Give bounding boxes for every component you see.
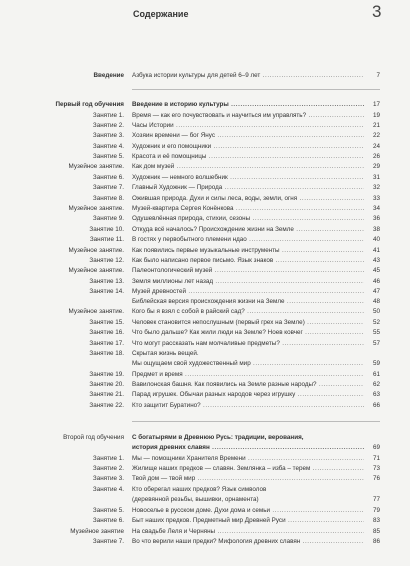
toc-entry-title: история древних славян .....	[132, 443, 364, 453]
toc-entry-label: Музейное занятие	[70, 528, 124, 535]
toc-entry-label: Музейное занятие.	[68, 308, 124, 315]
toc-entry-label: Занятие 4.	[92, 486, 124, 493]
toc-entry-label: Первый год обучения	[55, 101, 124, 108]
toc-entry-title: Главный Художник — Природа .....	[132, 183, 364, 193]
toc-entry-page: 41	[372, 247, 380, 254]
toc-entry-label: Занятие 20.	[89, 381, 124, 388]
toc-entry-label: Занятие 7.	[92, 538, 124, 545]
toc-entry	[0, 443, 410, 454]
toc-entry-label: Занятие 14.	[89, 288, 124, 295]
toc-entry-title: Откуда всё началось? Происхождение жизни на Земле .....	[132, 225, 364, 235]
toc-entry-page: 43	[372, 257, 380, 264]
toc-entry	[0, 495, 410, 506]
toc-entry-page: 50	[372, 308, 380, 315]
toc-entry	[0, 162, 410, 173]
toc-entry-page: 77	[372, 496, 380, 503]
toc-entry-label: Музейное занятие.	[68, 267, 124, 274]
toc-entry-page: 85	[372, 528, 380, 535]
toc-entry-label: Занятие 5.	[92, 507, 124, 514]
toc-entry	[0, 390, 410, 401]
toc-entry-title: Художник — немного волшебник .....	[132, 173, 364, 183]
toc-entry	[0, 131, 410, 142]
toc-entry-page: 52	[372, 319, 380, 326]
toc-entry-title: Музей-квартира Сергея Конёнкова .....	[132, 204, 364, 214]
toc-entry-page: 62	[372, 381, 380, 388]
toc-entry-label: Занятие 16.	[89, 329, 124, 336]
toc-entry-page: 22	[372, 132, 380, 139]
toc-entry-page: 69	[372, 444, 380, 451]
toc-entry-page: 71	[372, 455, 380, 462]
toc-entry-page: 55	[372, 329, 380, 336]
toc-entry-title: Предмет и время .....	[132, 370, 364, 380]
toc-entry	[0, 474, 410, 485]
toc-entry-label: Занятие 6.	[92, 174, 124, 181]
toc-entry-label: Занятие 13.	[89, 278, 124, 285]
toc-entry-label: Занятие 4.	[92, 143, 124, 150]
toc-entry-page: 79	[372, 507, 380, 514]
toc-entry	[0, 183, 410, 194]
toc-entry-title: Скрытая жизнь вещей.	[132, 350, 199, 357]
toc-entry-title: Красота и её помощницы .....	[132, 152, 364, 162]
toc-entry-label: Занятие 12.	[89, 257, 124, 264]
toc-entry-page: 29	[372, 163, 380, 170]
toc-entry-page: 86	[372, 538, 380, 545]
toc-entry	[0, 71, 410, 82]
toc-entry-page: 32	[372, 184, 380, 191]
toc-entry-label: Занятие 22.	[89, 402, 124, 409]
toc-entry-title: Кого бы я взял с собой в райский сад? .....	[132, 307, 364, 317]
toc-entry-page: 40	[372, 236, 380, 243]
toc-entry-page: 24	[372, 143, 380, 150]
toc-entry-label: Занятие 11.	[89, 236, 124, 243]
toc-entry	[0, 214, 410, 225]
toc-entry-label: Занятие 3.	[92, 132, 124, 139]
toc-entry-title: Часы Истории .....	[132, 121, 364, 131]
toc-entry-title: Человек становится непослушным (первый грех на Земле) .....	[132, 318, 364, 328]
toc-entry-page: 48	[372, 298, 380, 305]
toc-entry-label: Занятие 2.	[92, 122, 124, 129]
toc-entry	[0, 359, 410, 370]
toc-entry	[0, 537, 410, 548]
toc-entry-title: Хозяин времени — бог Янус .....	[132, 131, 364, 141]
toc-entry-title: Во что верили наши предки? Мифология древних славян .....	[132, 537, 364, 547]
toc-entry	[0, 100, 410, 111]
toc-entry-page: 46	[372, 278, 380, 285]
toc-entry-label: Музейное занятие.	[68, 205, 124, 212]
toc-entry-label: Занятие 5.	[92, 153, 124, 160]
toc-entry	[0, 328, 410, 339]
toc-entry-label: Занятие 15.	[89, 319, 124, 326]
toc-entry-page: 19	[372, 112, 380, 119]
section-divider	[132, 421, 380, 422]
toc-entry-page: 26	[372, 153, 380, 160]
toc-entry-page: 33	[372, 195, 380, 202]
toc-entry-title: Мы ощущаем свой художественный мир .....	[132, 359, 364, 369]
toc-entry-title: Одушевлённая природа, стихии, сезоны .....	[132, 214, 364, 224]
toc-entry-title: В гостях у первобытного племени ндао .....	[132, 235, 364, 245]
toc-entry-page: 34	[372, 205, 380, 212]
section-divider	[132, 89, 380, 90]
toc-entry-page: 66	[372, 402, 380, 409]
toc-entry-page: 7	[376, 72, 380, 79]
toc-entry-title: Как было написано первое письмо. Язык знаков .....	[132, 256, 364, 266]
toc-entry	[0, 516, 410, 527]
toc-entry-page: 61	[372, 371, 380, 378]
toc-entry	[0, 266, 410, 277]
toc-entry-label: Занятие 6.	[92, 517, 124, 524]
toc-entry-title: Новоселье в русском доме. Духи дома и семьи .....	[132, 506, 364, 516]
toc-entry-title: Палеонтологический музей .....	[132, 266, 364, 276]
toc-entry-title: Быт наших предков. Предметный мир Древней Руси .....	[132, 516, 364, 526]
page-title: Содержание	[133, 9, 189, 19]
toc-entry-page: 45	[372, 267, 380, 274]
toc-entry-label: Занятие 1.	[92, 112, 124, 119]
toc-entry-label: Занятие 21.	[89, 391, 124, 398]
toc-entry-page: 83	[372, 517, 380, 524]
toc-entry-title: Кто защитит Буратино? .....	[132, 401, 364, 411]
toc-entry-title: Что было дальше? Как жили люди на Земле? Ноев ковчег .....	[132, 328, 364, 338]
toc-entry-label: Второй год обучения	[63, 434, 124, 441]
toc-entry-page: 73	[372, 465, 380, 472]
toc-entry-title: Ожившая природа. Духи и силы леса, воды, земли, огня .....	[132, 194, 364, 204]
toc-entry-label: Занятие 7.	[92, 184, 124, 191]
toc-entry-title: С богатырями в Древнюю Русь: традиции, верования,	[132, 434, 304, 441]
toc-entry-title: Как появились первые музыкальные инструменты .....	[132, 246, 364, 256]
toc-entry-title: Художник и его помощники .....	[132, 142, 364, 152]
toc-entry-title: Жилище наших предков — славян. Землянка – изба – терем .....	[132, 464, 364, 474]
toc-entry-label: Занятие 10.	[89, 226, 124, 233]
toc-entry-page: 21	[372, 122, 380, 129]
toc-entry-title: Библейская версия происхождения жизни на Земле .....	[132, 297, 364, 307]
toc-entry	[0, 235, 410, 246]
toc-entry-title: Музей древностей .....	[132, 287, 364, 297]
toc-entry-label: Введение	[93, 72, 124, 79]
toc-entry-page: 17	[372, 101, 380, 108]
toc-entry-page: 76	[372, 475, 380, 482]
toc-entry-label: Занятие 3.	[92, 475, 124, 482]
toc-entry-label: Занятие 8.	[92, 195, 124, 202]
toc-entry-label: Музейное занятие.	[68, 247, 124, 254]
toc-entry-label: Занятие 2.	[92, 465, 124, 472]
toc-entry-title: Мы — помощники Хранителя Времени .....	[132, 454, 364, 464]
toc-entry-label: Занятие 1.	[92, 455, 124, 462]
toc-entry-title: Вавилонская башня. Как появились на Земле разные народы? .....	[132, 380, 364, 390]
toc-entry-title: На свадьбе Леля и Черняны .....	[132, 527, 364, 537]
toc-entry-title: Время — как его почувствовать и научиться им управлять? .....	[132, 111, 364, 121]
toc-entry-title: Введение в историю культуры .....	[132, 100, 364, 110]
toc-entry	[0, 401, 410, 412]
toc-entry-label: Занятие 9.	[92, 215, 124, 222]
toc-entry-label: Занятие 19.	[89, 371, 124, 378]
toc-entry-page: 47	[372, 288, 380, 295]
toc-entry-title: (деревянной резьбы, вышивки, орнамента)	[132, 496, 259, 503]
toc-entry-title: Твой дом — твой мир .....	[132, 474, 364, 484]
page-number: 3	[372, 2, 382, 21]
toc-entry-label: Занятие 17.	[89, 340, 124, 347]
toc-entry-title: Земля миллионы лет назад .....	[132, 277, 364, 287]
toc-entry-page: 59	[372, 360, 380, 367]
toc-entry-title: Как дом музей .....	[132, 162, 364, 172]
toc-entry-label: Занятие 18.	[89, 350, 124, 357]
toc-entry-page: 38	[372, 226, 380, 233]
toc-entry-title: Что могут рассказать нам молчаливые предметы? .....	[132, 339, 364, 349]
toc-entry-page: 31	[372, 174, 380, 181]
toc-entry-title: Парад игрушек. Обычаи разных народов через игрушку .....	[132, 390, 364, 400]
toc-entry-title: Кто оберегал наших предков? Язык символов	[132, 486, 267, 493]
toc-entry-title: Азбука истории культуры для детей 6–9 лет .....	[132, 71, 364, 81]
toc-entry	[0, 307, 410, 318]
toc-entry-label: Музейное занятие.	[68, 163, 124, 170]
toc-entry-page: 36	[372, 215, 380, 222]
toc-entry-page: 57	[372, 340, 380, 347]
toc-entry-page: 63	[372, 391, 380, 398]
